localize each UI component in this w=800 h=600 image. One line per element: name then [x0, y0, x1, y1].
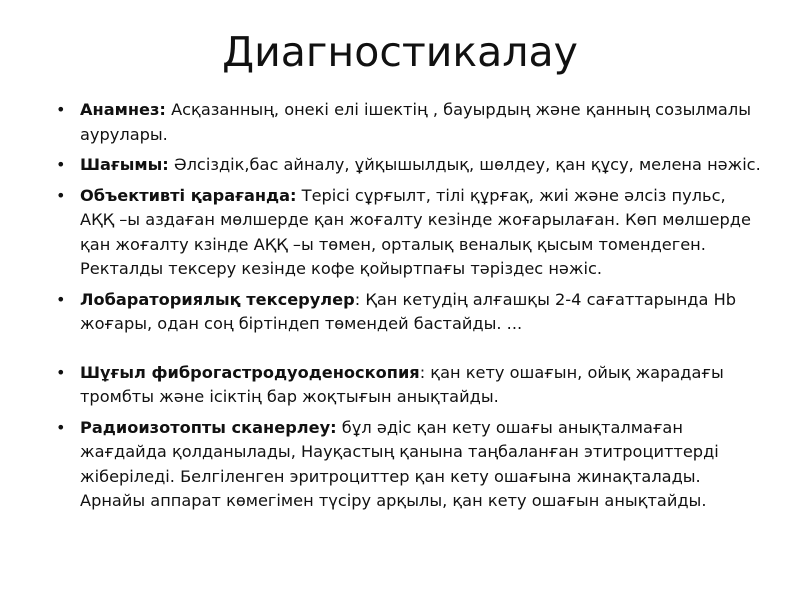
bullet-term: Лобараториялық тексерулер — [80, 289, 355, 309]
slide-title: Диагностикалау — [222, 28, 578, 76]
bullet-text: : Қан кетудің алғашқы 2-4 сағаттарында Hb жоғары, одан соң біртіндеп төмендей бастайды. ... — [80, 289, 737, 333]
bullet-dot-icon: • — [56, 289, 66, 309]
bullet-dot-icon: • — [56, 362, 66, 382]
bullet-text: : қан кету ошағын, ойық жарадағы тромбты және ісіктің бар жоқтығын анықтайды. — [80, 362, 724, 406]
bullet-endoscopy — [44, 361, 764, 410]
bullet-dot-icon: • — [56, 155, 66, 174]
bullet-complaints — [44, 153, 764, 178]
bullet-text: Асқазанның, онекі елі ішектің , бауырдың және қанның созылмалы аурулары. — [80, 100, 751, 144]
bullet-term: Анамнез: — [80, 100, 166, 119]
bullet-term: Объективті қарағанда: — [80, 185, 297, 205]
bullet-lab-tests — [44, 288, 764, 337]
bullet-term: Радиоизотопты сканерлеу: — [80, 417, 337, 437]
bullet-dot-icon: • — [56, 185, 66, 205]
bullet-text: бұл әдіс қан кету ошағы анықталмаған жағдайда қолданылады, Науқастың қанына таңбаланған этитроциттерді жіберіледі. Белгіленген эритроциттер қан кету ошағына жинақталады. Арнайы аппарат көмегімен түсіру арқылы, қан кету ошағын анықтайды. — [80, 417, 719, 510]
bullet-list — [44, 98, 764, 520]
bullet-radioisotope-scan — [44, 416, 764, 514]
bullet-dot-icon: • — [56, 417, 66, 437]
bullet-text: Терісі сұрғылт, тілі құрғақ, жиі және әлсіз пульс, АҚҚ –ы аздаған мөлшерде қан жоғалту кезінде жоғарылаған. Көп мөлшерде қан жоғалту кзінде АҚҚ –ы төмен, орталық веналық қысым томендеген. Ректалды тексеру кезінде кофе қойыртпағы тәріздес нәжіс. — [80, 185, 751, 278]
bullet-anamnesis — [44, 98, 764, 147]
bullet-term: Шағымы: — [80, 155, 169, 174]
bullet-text: Әлсіздік,бас айналу, ұйқышылдық, шөлдеу, қан құсу, мелена нәжіс. — [168, 155, 761, 174]
bullet-dot-icon: • — [56, 100, 66, 119]
bullet-term: Шұғыл фиброгастродуоденоскопия — [80, 362, 420, 382]
bullet-objective-exam — [44, 184, 764, 282]
